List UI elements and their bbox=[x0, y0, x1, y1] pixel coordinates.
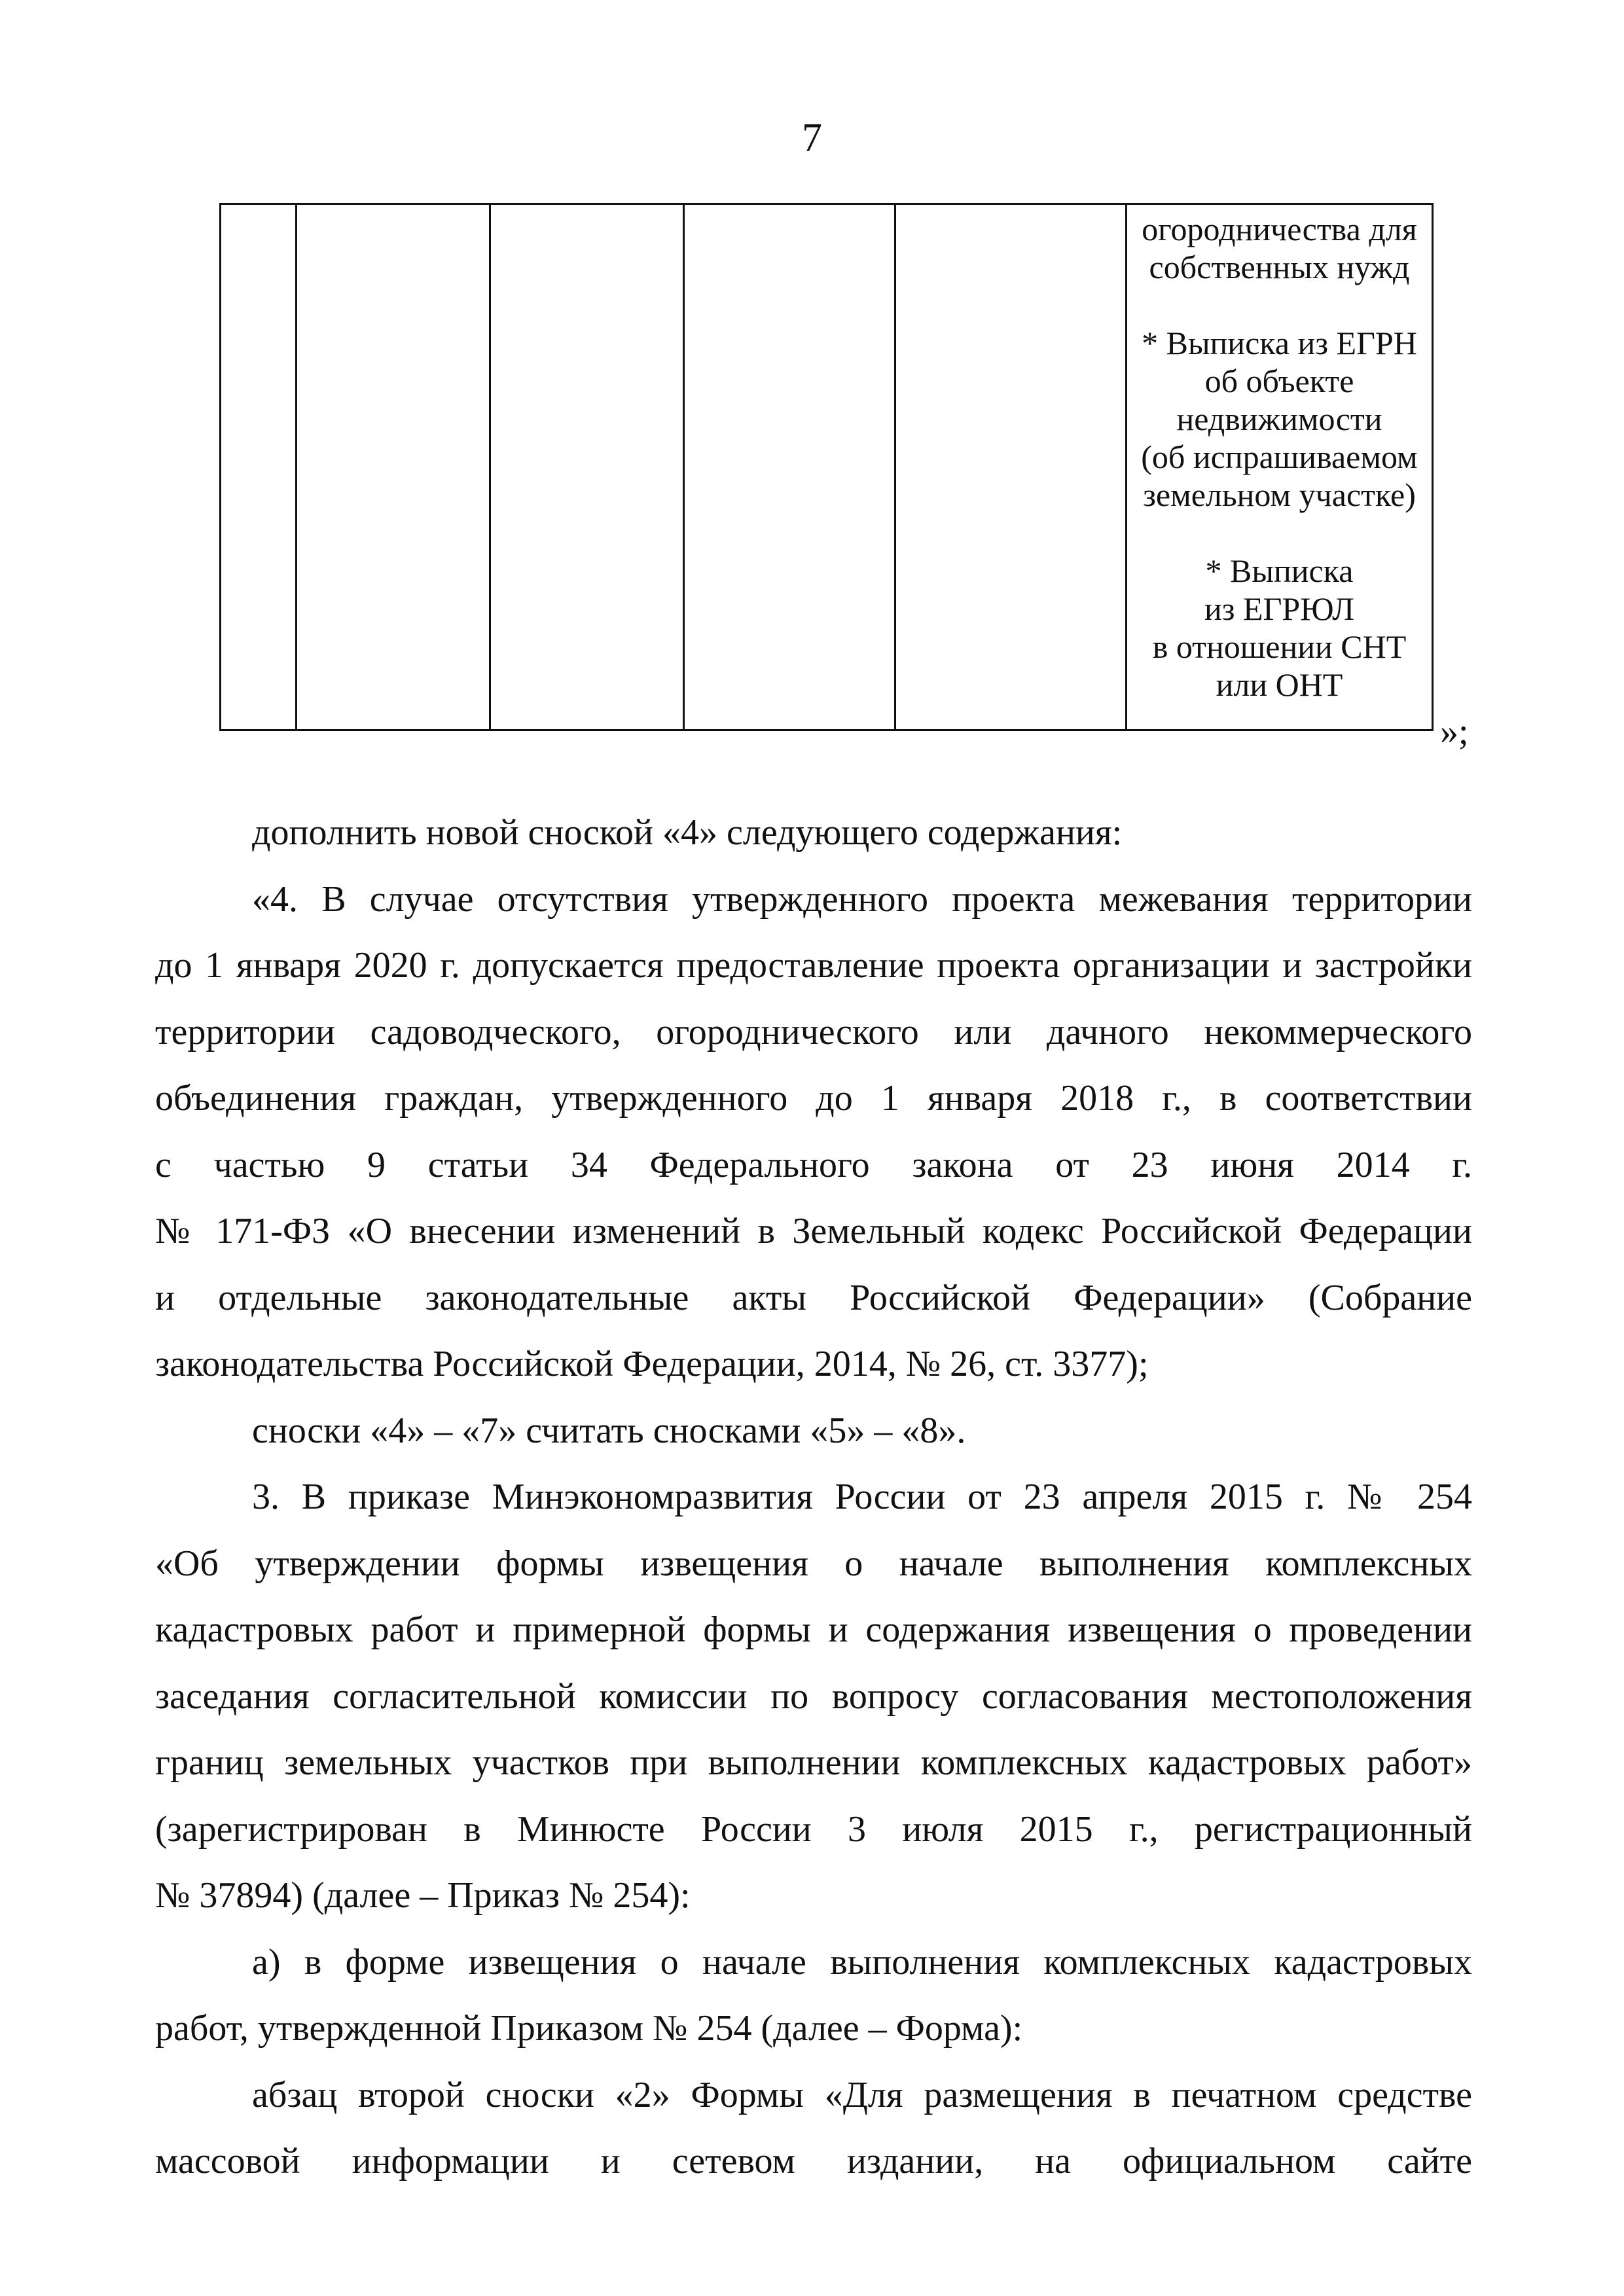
text-line: и отдельные законодательные акты Российской Федерации» (Собрание bbox=[155, 1277, 1472, 1318]
cell-group-purpose bbox=[1127, 210, 1432, 286]
continued-table bbox=[219, 203, 1434, 731]
table-cell-4 bbox=[684, 204, 895, 730]
cell-spacer bbox=[1127, 286, 1432, 324]
text-line: а) в форме извещения о начале выполнения комплексных кадастровых bbox=[252, 1941, 1472, 1982]
text-line: заседания согласительной комиссии по вопросу согласования местоположения bbox=[155, 1676, 1472, 1717]
text-line: «4. В случае отсутствия утвержденного проекта межевания территории bbox=[252, 878, 1472, 920]
document-body bbox=[155, 800, 1472, 2195]
table-cell-1 bbox=[221, 204, 297, 730]
cell-line: или ОНТ bbox=[1216, 666, 1343, 703]
cell-group-egrul bbox=[1127, 552, 1432, 704]
text-line: «Об утверждении формы извещения о начале выполнения комплексных bbox=[155, 1543, 1472, 1584]
cell-line: (об испрашиваемом bbox=[1141, 439, 1418, 475]
text-line: № 171-ФЗ «О внесении изменений в Земельный кодекс Российской Федерации bbox=[155, 1211, 1472, 1251]
text-line: сноски «4» – «7» считать сносками «5» – «8». bbox=[252, 1410, 966, 1451]
text-line: абзац второй сноски «2» Формы «Для размещения в печатном средстве bbox=[252, 2074, 1472, 2115]
text-line: дополнить новой сноской «4» следующего содержания: bbox=[252, 812, 1123, 853]
cell-line: недвижимости bbox=[1176, 401, 1382, 437]
cell-line: в отношении СНТ bbox=[1152, 628, 1407, 665]
table-cell-5 bbox=[895, 204, 1127, 730]
text-line: территории садоводческого, огороднического или дачного некоммерческого bbox=[155, 1011, 1472, 1052]
cell-line: огородничества для bbox=[1142, 211, 1417, 247]
table-row bbox=[221, 204, 1433, 730]
cell-line: об объекте bbox=[1204, 363, 1354, 399]
table-cell-2 bbox=[297, 204, 490, 730]
text-line: с частью 9 статьи 34 Федерального закона от 23 июня 2014 г. bbox=[155, 1144, 1472, 1185]
table-closing-quote: »; bbox=[1440, 711, 1469, 752]
cell-group-egrn bbox=[1127, 324, 1432, 514]
text-line: границ земельных участков при выполнении комплексных кадастровых работ» bbox=[155, 1742, 1472, 1783]
text-line: до 1 января 2020 г. допускается предоставление проекта организации и застройки bbox=[155, 945, 1472, 986]
cell-line: * Выписка из ЕГРН bbox=[1142, 325, 1417, 361]
cell-line: земельном участке) bbox=[1143, 476, 1416, 513]
text-line: № 37894) (далее – Приказ № 254): bbox=[155, 1875, 691, 1916]
text-line: объединения граждан, утвержденного до 1 января 2018 г., в соответствии bbox=[155, 1078, 1472, 1119]
table-cell-documents bbox=[1127, 204, 1433, 730]
text-line: массовой информации и сетевом издании, на официальном сайте bbox=[155, 2141, 1472, 2181]
text-line: 3. В приказе Минэкономразвития России от 23 апреля 2015 г. № 254 bbox=[252, 1477, 1472, 1517]
text-line: законодательства Российской Федерации, 2014, № 26, ст. 3377); bbox=[155, 1344, 1149, 1384]
cell-line: * Выписка bbox=[1205, 552, 1354, 589]
table-cell-3 bbox=[490, 204, 684, 730]
text-line: работ, утвержденной Приказом № 254 (далее – Форма): bbox=[155, 2008, 1023, 2049]
text-line: кадастровых работ и примерной формы и содержания извещения о проведении bbox=[155, 1609, 1472, 1650]
cell-spacer bbox=[1127, 514, 1432, 552]
text-line: (зарегистрирован в Минюсте России 3 июля 2015 г., регистрационный bbox=[155, 1808, 1472, 1850]
cell-line: собственных нужд bbox=[1149, 249, 1410, 285]
page-number: 7 bbox=[802, 116, 822, 160]
cell-line: из ЕГРЮЛ bbox=[1204, 590, 1355, 627]
